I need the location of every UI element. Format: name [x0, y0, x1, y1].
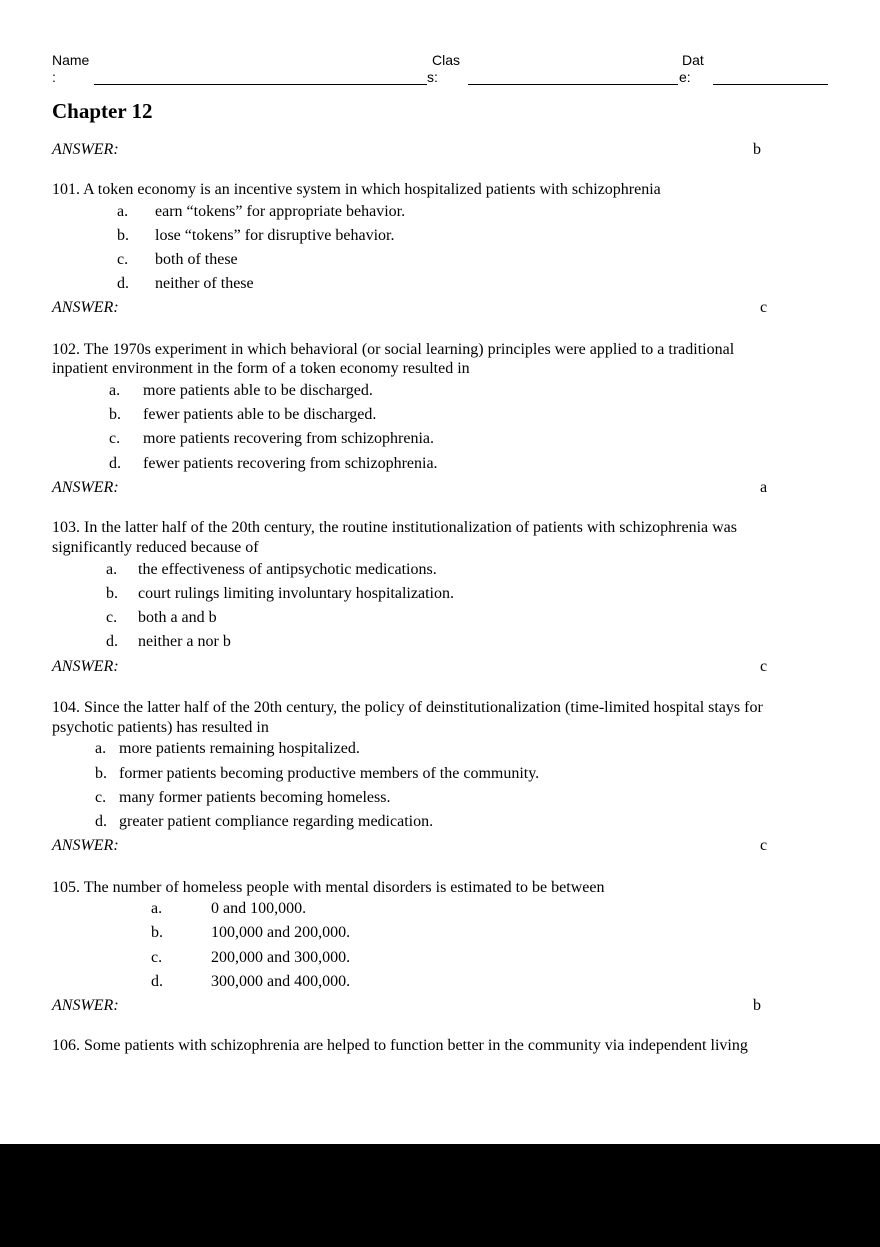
name-field-line[interactable]: [94, 84, 427, 85]
option-letter: a.: [109, 382, 121, 399]
option-text: more patients recovering from schizophrenia.: [143, 430, 434, 447]
class-field-line[interactable]: [468, 84, 678, 85]
option-letter: a.: [95, 740, 107, 757]
option-text: both of these: [155, 251, 238, 268]
answer-value: a: [760, 479, 768, 496]
option-letter: b.: [109, 406, 121, 423]
option-text: more patients able to be discharged.: [143, 382, 373, 399]
class-label: Clas: [432, 52, 461, 68]
option-text: fewer patients able to be discharged.: [143, 406, 377, 423]
option-text: both a and b: [138, 609, 217, 626]
option-letter: b.: [117, 227, 129, 244]
option-text: 0 and 100,000.: [211, 900, 307, 917]
option-letter: b.: [151, 924, 163, 941]
answer-value: c: [760, 658, 768, 675]
option-letter: a.: [117, 203, 129, 220]
name-label: Name: [52, 52, 90, 68]
question-104-line1: 104. Since the latter half of the 20th century, the policy of deinstitutionalization (time-limited hospital stays for: [52, 699, 763, 716]
name-label-colon: :: [52, 69, 56, 85]
answer-label: ANSWER:: [52, 299, 119, 316]
date-label-suffix: e:: [679, 69, 691, 85]
option-letter: d.: [95, 813, 107, 830]
question-102-line1: 102. The 1970s experiment in which behavioral (or social learning) principles were applied to a traditional: [52, 341, 735, 358]
answer-label: ANSWER:: [52, 479, 119, 496]
question-106: 106. Some patients with schizophrenia are helped to function better in the community via independent living: [52, 1037, 748, 1054]
answer-value: b: [753, 997, 761, 1014]
option-letter: d.: [117, 275, 129, 292]
option-text: 300,000 and 400,000.: [211, 973, 351, 990]
option-text: more patients remaining hospitalized.: [119, 740, 360, 757]
answer-label: ANSWER:: [52, 658, 119, 675]
answer-value: c: [760, 837, 768, 854]
option-text: 100,000 and 200,000.: [211, 924, 351, 941]
option-letter: c.: [95, 789, 107, 806]
option-text: neither a nor b: [138, 633, 231, 650]
answer-value: b: [753, 141, 761, 158]
option-letter: c.: [151, 949, 163, 966]
question-102-line2: inpatient environment in the form of a token economy resulted in: [52, 360, 470, 377]
answer-label: ANSWER:: [52, 837, 119, 854]
date-field-line[interactable]: [713, 84, 828, 85]
option-letter: d.: [106, 633, 118, 650]
option-text: fewer patients recovering from schizophrenia.: [143, 455, 438, 472]
option-text: earn “tokens” for appropriate behavior.: [155, 203, 406, 220]
option-letter: c.: [106, 609, 118, 626]
option-letter: b.: [95, 765, 107, 782]
option-text: neither of these: [155, 275, 254, 292]
question-101: 101. A token economy is an incentive system in which hospitalized patients with schizophrenia: [52, 181, 661, 198]
option-text: many former patients becoming homeless.: [119, 789, 391, 806]
answer-label: ANSWER:: [52, 997, 119, 1014]
date-label: Dat: [682, 52, 704, 68]
option-text: former patients becoming productive members of the community.: [119, 765, 540, 782]
option-letter: c.: [117, 251, 129, 268]
question-103-line1: 103. In the latter half of the 20th century, the routine institutionalization of patients with schizophrenia was: [52, 519, 737, 536]
option-letter: c.: [109, 430, 121, 447]
question-103-line2: significantly reduced because of: [52, 539, 259, 556]
answer-label: ANSWER:: [52, 141, 119, 158]
answer-value: c: [760, 299, 768, 316]
class-label-suffix: s:: [427, 69, 438, 85]
option-letter: b.: [106, 585, 118, 602]
option-text: the effectiveness of antipsychotic medications.: [138, 561, 437, 578]
option-text: lose “tokens” for disruptive behavior.: [155, 227, 395, 244]
black-bottom-band: [0, 1144, 880, 1247]
question-105: 105. The number of homeless people with mental disorders is estimated to be between: [52, 879, 605, 896]
option-letter: a.: [106, 561, 118, 578]
option-letter: a.: [151, 900, 163, 917]
option-text: 200,000 and 300,000.: [211, 949, 351, 966]
option-letter: d.: [109, 455, 121, 472]
chapter-title: Chapter 12: [52, 99, 153, 123]
option-text: greater patient compliance regarding medication.: [119, 813, 434, 830]
option-letter: d.: [151, 973, 163, 990]
option-text: court rulings limiting involuntary hospitalization.: [138, 585, 454, 602]
question-104-line2: psychotic patients) has resulted in: [52, 719, 269, 736]
